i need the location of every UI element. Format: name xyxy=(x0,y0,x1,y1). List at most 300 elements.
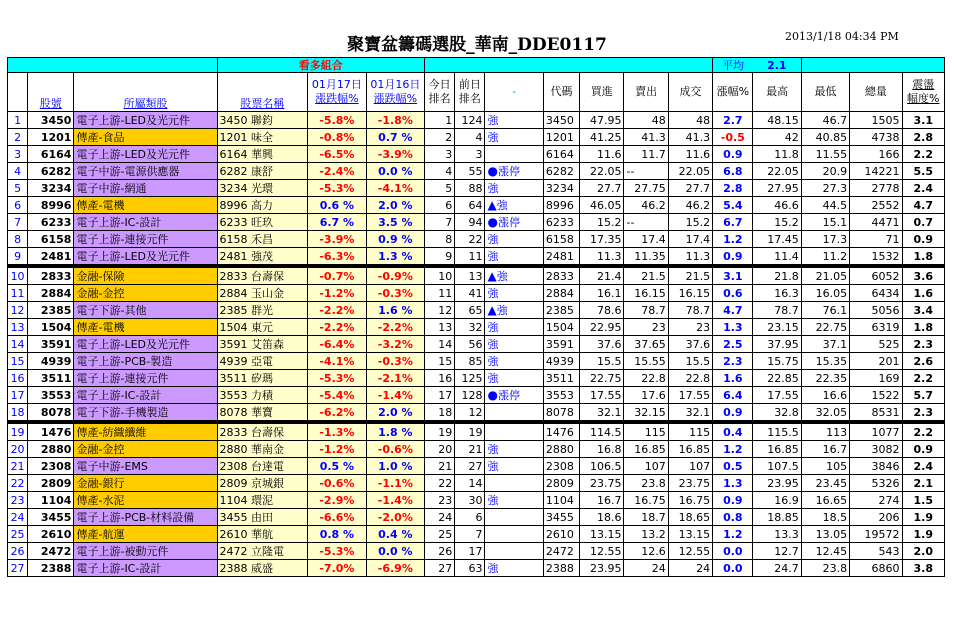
bid: 13.15 xyxy=(580,526,624,543)
ask: 48 xyxy=(624,112,668,129)
code: 1104 xyxy=(543,492,579,509)
volatility: 2.0 xyxy=(902,543,944,560)
table-row xyxy=(8,370,945,387)
rank-today: 24 xyxy=(425,509,455,526)
high: 12.7 xyxy=(753,543,801,560)
industry: 電子上游-IC-設計 xyxy=(74,387,217,404)
signal-text: 強 xyxy=(487,561,499,575)
volume: 8531 xyxy=(850,404,902,421)
volume: 6319 xyxy=(850,319,902,336)
industry: 傳產-紡織纖維 xyxy=(74,424,217,441)
pct-change: 5.4 xyxy=(713,197,753,214)
code: 6158 xyxy=(543,231,579,248)
change-day2: -1.4% xyxy=(366,492,424,509)
table-row xyxy=(8,248,945,265)
high: 22.05 xyxy=(753,163,801,180)
volume: 4738 xyxy=(850,129,902,146)
high: 15.75 xyxy=(753,353,801,370)
stock-code: 3234 xyxy=(28,180,74,197)
stock-name: 3234 光環 xyxy=(217,180,308,197)
industry: 電子下游-手機製造 xyxy=(74,404,217,421)
signal-text: 強 xyxy=(496,198,508,212)
change-day1: -0.8% xyxy=(308,129,366,146)
row-number: 2 xyxy=(8,129,28,146)
signal xyxy=(485,285,543,302)
stock-code: 1476 xyxy=(28,424,74,441)
row-number: 23 xyxy=(8,492,28,509)
change-day1: -1.2% xyxy=(308,285,366,302)
volume: 1522 xyxy=(850,387,902,404)
limit-up-dot-icon: ● xyxy=(487,387,498,402)
rank-prev: 125 xyxy=(455,370,485,387)
rank-today: 1 xyxy=(425,112,455,129)
industry: 電子上游-IC-設計 xyxy=(74,214,217,231)
rank-today: 16 xyxy=(425,370,455,387)
row-number: 25 xyxy=(8,526,28,543)
rank-prev: 94 xyxy=(455,214,485,231)
industry: 電子下游-其他 xyxy=(74,302,217,319)
ask: 27.75 xyxy=(624,180,668,197)
bid: 114.5 xyxy=(580,424,624,441)
change-day2: 1.6 % xyxy=(366,302,424,319)
row-number: 21 xyxy=(8,458,28,475)
header-low: 最低 xyxy=(801,73,849,112)
code: 4939 xyxy=(543,353,579,370)
high: 37.95 xyxy=(753,336,801,353)
high: 17.55 xyxy=(753,387,801,404)
stock-name: 4939 亞電 xyxy=(217,353,308,370)
row-number: 11 xyxy=(8,285,28,302)
volume: 3082 xyxy=(850,441,902,458)
change-day2: -0.3% xyxy=(366,285,424,302)
change-day1: -4.1% xyxy=(308,353,366,370)
stock-name: 2385 群光 xyxy=(217,302,308,319)
rank-today: 4 xyxy=(425,163,455,180)
deal: 17.55 xyxy=(668,387,712,404)
bid: 22.95 xyxy=(580,319,624,336)
ask: 15.55 xyxy=(624,353,668,370)
volatility: 1.9 xyxy=(902,509,944,526)
ask: 78.7 xyxy=(624,302,668,319)
header-industry: 所屬類股 xyxy=(74,73,217,112)
low: 15.35 xyxy=(801,353,849,370)
bid: 46.05 xyxy=(580,197,624,214)
stock-name: 3591 艾笛森 xyxy=(217,336,308,353)
signal-text: 強 xyxy=(487,113,499,127)
high: 17.45 xyxy=(753,231,801,248)
rank-today: 6 xyxy=(425,197,455,214)
bid: 16.8 xyxy=(580,441,624,458)
volume: 543 xyxy=(850,543,902,560)
ask: 23.8 xyxy=(624,475,668,492)
header-deal: 成交 xyxy=(668,73,712,112)
deal: 23.75 xyxy=(668,475,712,492)
volume: 14221 xyxy=(850,163,902,180)
change-day2: -3.9% xyxy=(366,146,424,163)
rank-prev: 13 xyxy=(455,268,485,285)
bid: 16.1 xyxy=(580,285,624,302)
stock-name: 1201 味全 xyxy=(217,129,308,146)
table-row xyxy=(8,475,945,492)
bid: 22.05 xyxy=(580,163,624,180)
low: 11.55 xyxy=(801,146,849,163)
header-volume: 總量 xyxy=(850,73,902,112)
change-day1: -0.6% xyxy=(308,475,366,492)
ask: 18.7 xyxy=(624,509,668,526)
code: 8078 xyxy=(543,404,579,421)
ask: 11.35 xyxy=(624,248,668,265)
deal: 37.6 xyxy=(668,336,712,353)
code: 1201 xyxy=(543,129,579,146)
row-number: 20 xyxy=(8,441,28,458)
rank-today: 19 xyxy=(425,424,455,441)
change-day2: -3.2% xyxy=(366,336,424,353)
pct-change: 6.4 xyxy=(713,387,753,404)
industry: 電子上游-IC-設計 xyxy=(74,560,217,577)
ask: 11.7 xyxy=(624,146,668,163)
stock-name: 6164 華興 xyxy=(217,146,308,163)
industry: 傳產-食品 xyxy=(74,129,217,146)
volatility: 0.7 xyxy=(902,214,944,231)
volatility: 3.1 xyxy=(902,112,944,129)
table-row xyxy=(8,509,945,526)
bid: 23.75 xyxy=(580,475,624,492)
triangle-up-icon: ▲ xyxy=(487,302,497,317)
industry: 金融-銀行 xyxy=(74,475,217,492)
stock-name: 8996 高力 xyxy=(217,197,308,214)
low: 16.7 xyxy=(801,441,849,458)
row-number: 8 xyxy=(8,231,28,248)
deal: 46.2 xyxy=(668,197,712,214)
banner-spacer xyxy=(8,58,218,73)
low: 32.05 xyxy=(801,404,849,421)
bid: 23.95 xyxy=(580,560,624,577)
volume: 274 xyxy=(850,492,902,509)
volatility: 2.3 xyxy=(902,404,944,421)
ask: 16.85 xyxy=(624,441,668,458)
volume: 2552 xyxy=(850,197,902,214)
stock-name: 8078 華寶 xyxy=(217,404,308,421)
header-chg1 xyxy=(308,73,366,112)
table-row xyxy=(8,424,945,441)
table-row xyxy=(8,319,945,336)
signal xyxy=(485,370,543,387)
pct-change: 4.7 xyxy=(713,302,753,319)
pct-change: 1.2 xyxy=(713,441,753,458)
signal xyxy=(485,248,543,265)
volatility: 3.8 xyxy=(902,560,944,577)
pct-change: 2.5 xyxy=(713,336,753,353)
high: 46.6 xyxy=(753,197,801,214)
volatility: 2.8 xyxy=(902,129,944,146)
deal: 24 xyxy=(668,560,712,577)
signal xyxy=(485,441,543,458)
signal xyxy=(485,163,543,180)
pct-change: 1.6 xyxy=(713,370,753,387)
change-day1: -6.4% xyxy=(308,336,366,353)
change-day2: -0.3% xyxy=(366,353,424,370)
ask: 16.15 xyxy=(624,285,668,302)
bid: 11.6 xyxy=(580,146,624,163)
signal-text: 強 xyxy=(487,354,499,368)
table-row xyxy=(8,526,945,543)
stock-name: 1104 環泥 xyxy=(217,492,308,509)
industry: 金融-金控 xyxy=(74,441,217,458)
industry: 傳產-電機 xyxy=(74,319,217,336)
deal: 16.85 xyxy=(668,441,712,458)
ask: 13.2 xyxy=(624,526,668,543)
code: 2610 xyxy=(543,526,579,543)
deal: 78.7 xyxy=(668,302,712,319)
change-day2: 0.0 % xyxy=(366,163,424,180)
bid: 106.5 xyxy=(580,458,624,475)
stock-code: 1201 xyxy=(28,129,74,146)
deal: 15.2 xyxy=(668,214,712,231)
low: 44.5 xyxy=(801,197,849,214)
rank-today: 11 xyxy=(425,285,455,302)
high: 115.5 xyxy=(753,424,801,441)
table-row xyxy=(8,560,945,577)
header-code: 股號 xyxy=(28,73,74,112)
high: 13.3 xyxy=(753,526,801,543)
stock-code: 2809 xyxy=(28,475,74,492)
row-number: 26 xyxy=(8,543,28,560)
stock-code: 8078 xyxy=(28,404,74,421)
pct-change: 6.8 xyxy=(713,163,753,180)
stock-code: 1104 xyxy=(28,492,74,509)
low: 17.3 xyxy=(801,231,849,248)
pct-change: 1.2 xyxy=(713,231,753,248)
signal-text: 強 xyxy=(487,232,499,246)
table-row xyxy=(8,543,945,560)
table-row xyxy=(8,387,945,404)
rank-today: 23 xyxy=(425,492,455,509)
change-day1: -6.2% xyxy=(308,404,366,421)
ask: 17.4 xyxy=(624,231,668,248)
signal-text: 漲停 xyxy=(497,215,520,229)
code: 2880 xyxy=(543,441,579,458)
bid: 17.35 xyxy=(580,231,624,248)
code: 3455 xyxy=(543,509,579,526)
pct-change: 0.8 xyxy=(713,509,753,526)
ask: 24 xyxy=(624,560,668,577)
change-day2: -1.4% xyxy=(366,387,424,404)
rank-prev: 11 xyxy=(455,248,485,265)
rank-today: 20 xyxy=(425,441,455,458)
header-code2: 代碼 xyxy=(543,73,579,112)
table-row xyxy=(8,163,945,180)
signal xyxy=(485,509,543,526)
table-row xyxy=(8,197,945,214)
table-row xyxy=(8,180,945,197)
volume: 206 xyxy=(850,509,902,526)
volatility: 5.7 xyxy=(902,387,944,404)
signal xyxy=(485,336,543,353)
rank-prev: 19 xyxy=(455,424,485,441)
change-day1: -5.8% xyxy=(308,112,366,129)
avg-value: 2.1 xyxy=(753,58,801,73)
ask: 12.6 xyxy=(624,543,668,560)
banner-label: 看多組合 xyxy=(217,58,425,73)
signal xyxy=(485,112,543,129)
low: 105 xyxy=(801,458,849,475)
triangle-up-icon: ▲ xyxy=(487,268,497,283)
table-row xyxy=(8,112,945,129)
rank-prev: 17 xyxy=(455,543,485,560)
pct-change: 1.2 xyxy=(713,526,753,543)
change-day1: -5.3% xyxy=(308,370,366,387)
deal: 18.65 xyxy=(668,509,712,526)
rank-prev: 21 xyxy=(455,441,485,458)
code: 6164 xyxy=(543,146,579,163)
row-number: 17 xyxy=(8,387,28,404)
volatility: 0.9 xyxy=(902,441,944,458)
row-number: 7 xyxy=(8,214,28,231)
ask: 21.5 xyxy=(624,268,668,285)
row-number: 24 xyxy=(8,509,28,526)
change-day2: 1.8 % xyxy=(366,424,424,441)
change-day1: -1.2% xyxy=(308,441,366,458)
deal: 48 xyxy=(668,112,712,129)
table-row xyxy=(8,353,945,370)
signal-text: 強 xyxy=(487,337,499,351)
stock-code: 3511 xyxy=(28,370,74,387)
header-high: 最高 xyxy=(753,73,801,112)
volatility: 4.7 xyxy=(902,197,944,214)
volatility: 3.4 xyxy=(902,302,944,319)
row-number: 1 xyxy=(8,112,28,129)
change-day2: 1.3 % xyxy=(366,248,424,265)
rank-today: 2 xyxy=(425,129,455,146)
pct-change: 0.4 xyxy=(713,424,753,441)
high: 16.9 xyxy=(753,492,801,509)
signal xyxy=(485,129,543,146)
volatility: 2.3 xyxy=(902,336,944,353)
rank-today: 18 xyxy=(425,404,455,421)
table-row xyxy=(8,214,945,231)
deal: 13.15 xyxy=(668,526,712,543)
signal-text: 強 xyxy=(487,320,499,334)
volume: 2778 xyxy=(850,180,902,197)
stock-code: 4939 xyxy=(28,353,74,370)
table-row xyxy=(8,268,945,285)
pct-change: 0.5 xyxy=(713,458,753,475)
header-chg1-date: 01月17日 xyxy=(311,78,362,91)
stock-code: 2884 xyxy=(28,285,74,302)
high: 107.5 xyxy=(753,458,801,475)
low: 113 xyxy=(801,424,849,441)
pct-change: 0.9 xyxy=(713,146,753,163)
rank-prev: 55 xyxy=(455,163,485,180)
change-day2: -1.1% xyxy=(366,475,424,492)
stock-name: 1504 東元 xyxy=(217,319,308,336)
pct-change: 6.7 xyxy=(713,214,753,231)
stock-code: 2385 xyxy=(28,302,74,319)
stock-name: 6282 康舒 xyxy=(217,163,308,180)
signal-text: 強 xyxy=(487,130,499,144)
ask: 32.15 xyxy=(624,404,668,421)
stock-name: 2481 強茂 xyxy=(217,248,308,265)
rank-prev: 64 xyxy=(455,197,485,214)
high: 22.85 xyxy=(753,370,801,387)
low: 22.35 xyxy=(801,370,849,387)
signal xyxy=(485,526,543,543)
signal-text: 漲停 xyxy=(497,164,520,178)
header-volatility: 震盪 幅度% xyxy=(902,73,944,112)
change-day2: 0.0 % xyxy=(366,543,424,560)
avg-label: 平均 xyxy=(713,58,753,73)
deal: 15.5 xyxy=(668,353,712,370)
stock-code: 2880 xyxy=(28,441,74,458)
change-day1: -6.6% xyxy=(308,509,366,526)
rank-today: 22 xyxy=(425,475,455,492)
deal: 22.8 xyxy=(668,370,712,387)
low: 27.3 xyxy=(801,180,849,197)
deal: 12.55 xyxy=(668,543,712,560)
stock-name: 2880 華南金 xyxy=(217,441,308,458)
change-day1: -3.9% xyxy=(308,231,366,248)
stock-code: 6164 xyxy=(28,146,74,163)
ask: 22.8 xyxy=(624,370,668,387)
high: 42 xyxy=(753,129,801,146)
stock-name: 2308 台達電 xyxy=(217,458,308,475)
low: 18.5 xyxy=(801,509,849,526)
change-day2: 3.5 % xyxy=(366,214,424,231)
volatility: 3.6 xyxy=(902,268,944,285)
volume: 4471 xyxy=(850,214,902,231)
rank-today: 7 xyxy=(425,214,455,231)
header-chg2-date: 01月16日 xyxy=(370,78,421,91)
volume: 6434 xyxy=(850,285,902,302)
volatility: 2.2 xyxy=(902,424,944,441)
pct-change: 1.3 xyxy=(713,475,753,492)
bid: 15.5 xyxy=(580,353,624,370)
row-number: 15 xyxy=(8,353,28,370)
stock-table xyxy=(7,57,945,577)
change-day1: -5.3% xyxy=(308,180,366,197)
high: 23.95 xyxy=(753,475,801,492)
rank-prev: 56 xyxy=(455,336,485,353)
limit-up-dot-icon: ● xyxy=(487,163,498,178)
high: 78.7 xyxy=(753,302,801,319)
signal xyxy=(485,319,543,336)
deal: 22.05 xyxy=(668,163,712,180)
industry: 電子上游-LED及光元件 xyxy=(74,112,217,129)
high: 24.7 xyxy=(753,560,801,577)
volatility: 0.9 xyxy=(902,231,944,248)
stock-code: 2610 xyxy=(28,526,74,543)
bid: 11.3 xyxy=(580,248,624,265)
header-rank-today: 今日 排名 xyxy=(425,73,455,112)
change-day1: 0.8 % xyxy=(308,526,366,543)
rank-today: 25 xyxy=(425,526,455,543)
deal: 11.6 xyxy=(668,146,712,163)
code: 2472 xyxy=(543,543,579,560)
deal: 32.1 xyxy=(668,404,712,421)
industry: 電子上游-PCB-材料設備 xyxy=(74,509,217,526)
rank-prev: 6 xyxy=(455,509,485,526)
signal xyxy=(485,214,543,231)
pct-change: 0.6 xyxy=(713,285,753,302)
low: 16.05 xyxy=(801,285,849,302)
banner-spacer-mid xyxy=(425,58,713,73)
pct-change: -0.5 xyxy=(713,129,753,146)
code: 3234 xyxy=(543,180,579,197)
stock-code: 6158 xyxy=(28,231,74,248)
row-number: 6 xyxy=(8,197,28,214)
rank-today: 15 xyxy=(425,353,455,370)
row-number: 14 xyxy=(8,336,28,353)
